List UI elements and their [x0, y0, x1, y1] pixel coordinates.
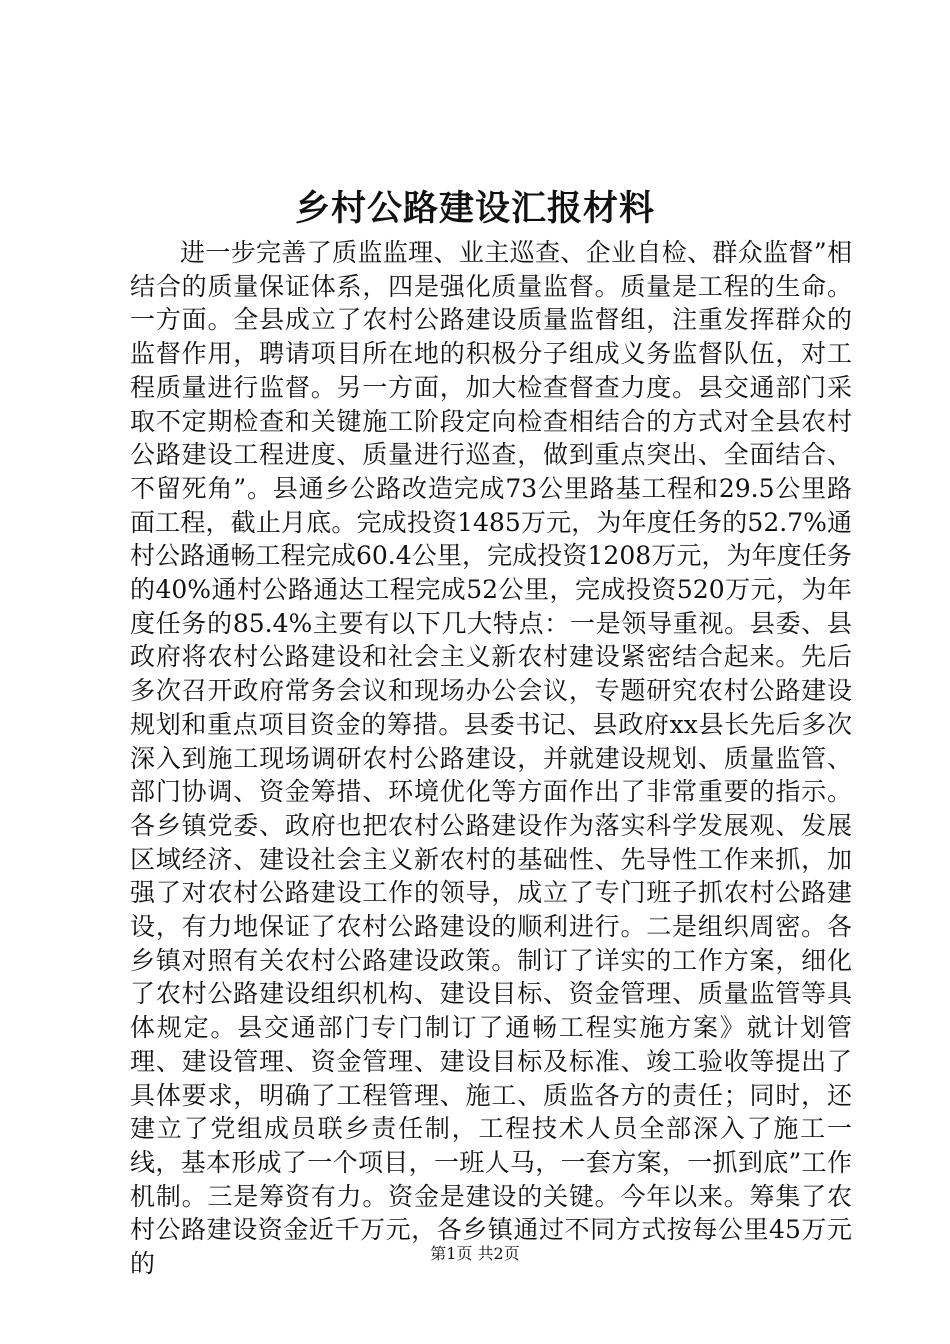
document-title: 乡村公路建设汇报材料 [294, 188, 655, 229]
document-body-text: 进一步完善了质监监理、业主巡查、企业自检、群众监督”相结合的质量保证体系，四是强化质量监督。质量是工程的生命。一方面。全县成立了农村公路建设质量监督组，注重发挥群众的监督作用，聘请项目所在地的积极分子组成义务监督队伍，对工程质量进行监督。另一方面，加大检查督查力度。县交通部门采取不定期检查和关键施工阶段定向检查相结合的方式对全县农村公路建设工程进度、质量进行巡查，做到重点突出、全面结合、不留死角”。县通乡公路改造完成73公里路基工程和29.5公里路面工程，截止月底。完成投资1485万元，为年度任务的52.7%通村公路通畅工程完成60.4公里，完成投资1208万元，为年度任务的40%通村公路通达工程完成52公里，完成投资520万元，为年度任务的85.4%主要有以下几大特点：一是领导重视。县委、县政府将农村公路建设和社会主义新农村建设紧密结合起来。先后多次召开政府常务会议和现场办公会议，专题研究农村公路建设规划和重点项目资金的筹措。县委书记、县政府xx县长先后多次深入到施工现场调研农村公路建设，并就建设规划、质量监管、部门协调、资金筹措、环境优化等方面作出了非常重要的指示。各乡镇党委、政府也把农村公路建设作为落实科学发展观、发展区域经济、建设社会主义新农村的基础性、先导性工作来抓，加强了对农村公路建设工作的领导，成立了专门班子抓农村公路建设，有力地保证了农村公路建设的顺利进行。二是组织周密。各乡镇对照有关农村公路建设政策。制订了详实的工作方案，细化了农村公路建设组织机构、建设目标、资金管理、质量监管等具体规定。县交通部门专门制订了通畅工程实施方案》就计划管理、建设管理、资金管理、建设目标及标准、竣工验收等提出了具体要求，明确了工程管理、施工、质监各方的责任；同时，还建立了党组成员联乡责任制，工程技术人员全部深入了施工一线，基本形成了一个项目，一班人马，一套方案，一抓到底”工作机制。三是筹资有力。资金是建设的关键。今年以来。筹集了农村公路建设资金近千万元，各乡镇通过不同方式按每公里45万元的 [130, 238, 852, 1279]
page-footer: 第1页 共2页 [430, 1244, 520, 1263]
